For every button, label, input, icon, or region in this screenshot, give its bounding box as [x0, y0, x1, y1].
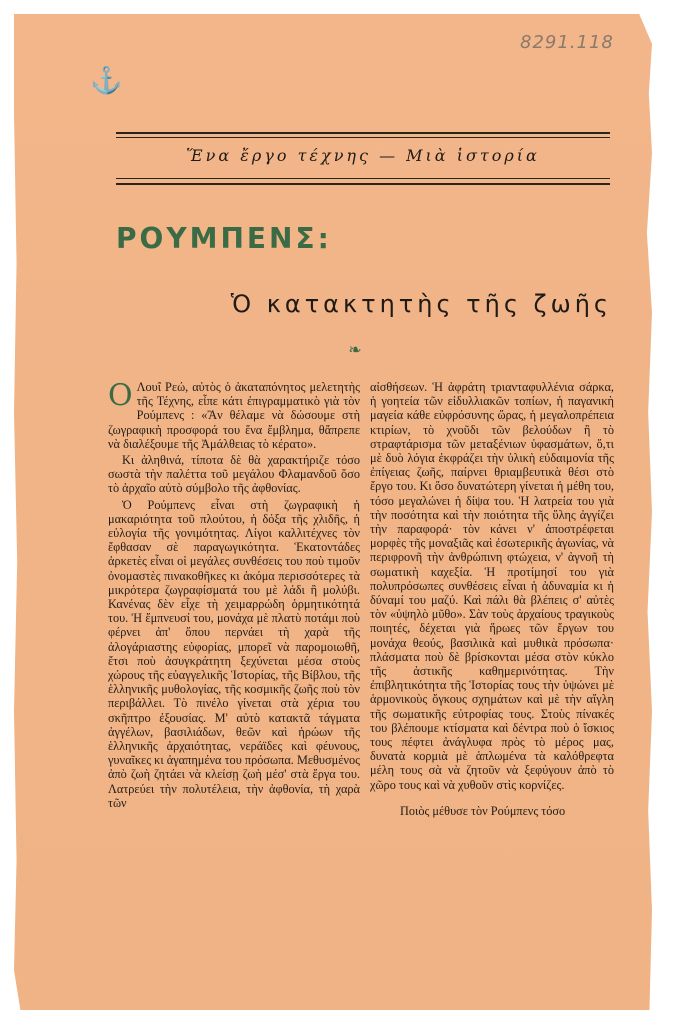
paragraph-text: Λουΐ Ρεώ, αὐτὸς ὁ ἀκαταπόνητος μελετητὴς τῆς Τέχνης, εἶπε κάτι ἐπιγραμματικὸ γιὰ τὸν Ρούμπενς : «Ἂν θέλαμε νὰ δώσουμε στὴ ζωγραφικὴ προσφορά του ἕνα ἔμβλημα, θἄπρεπε νὰ διαλέξουμε τῆς Ἀμάλθειας τὸ κέρατο». [108, 380, 360, 451]
paragraph: Κι ἀληθινά, τίποτα δὲ θὰ χαρακτήριζε τόσο σωστὰ τὴν παλέττα τοῦ μεγάλου Φλαμανδοῦ ὅσο τὸ ἀρχαῖο αὐτὸ σύμβολο τῆς ἀφθονίας. [108, 453, 360, 496]
archive-number: 8291.118 [520, 32, 614, 53]
paragraph [108, 380, 360, 451]
article-column-left [108, 380, 360, 812]
article-column-right [370, 380, 614, 820]
article-subtitle: Ὁ κατακτητὴς τῆς ζωῆς [230, 290, 612, 318]
header-rule-bottom [116, 183, 610, 185]
paragraph: Ὁ Ρούμπενς εἶναι στὴ ζωγραφικὴ ἡ μακαριότητα τοῦ πλούτου, ἡ δόξα τῆς χλιδῆς, ἡ εὐλογία τῆς γονιμότητας. Λίγοι καλλιτέχνες τὸν ἔφθασαν σὲ παραγωγικότητα. Ἑκατοντάδες ἀρκετὲς εἶναι οἱ μεγάλες συνθέσεις του ποὺ τιμοῦν ὀνομαστὲς πινακοθῆκες κι ἀκόμα περισσότερες τὰ μικρότερα ζωγραφίσματά του μὲ λάδι ἢ μολύβι. Κανένας δὲν εἶχε τὴ χειμαρρώδη ὁρμητικότητά του. Ἡ ἔμπνευσί του, μονάχα μὲ πλατὺ ποτάμι ποὺ φέρνει ἀπ' ὅπου περνάει τὴ χαρὰ τῆς ἀλογάριαστης εὐφορίας, μπορεῖ νὰ παρομοιωθῆ, ἔτσι ποὺ ἀσυγκράτητη ξεχύνεται μέσα στοὺς χώρους τῆς εὐαγγελικῆς Ἱστορίας, τῆς Βίβλου, τῆς ἑλληνικῆς μυθολογίας, τῆς κοσμικῆς ζωῆς ποὺ τὸν περιβάλλει. Τὸ πινέλο γίνεται στὰ χέρια του σκῆπτρο ἐξουσίας. Μ' αὐτὸ κατακτᾶ τάγματα ἀγγέλων, βασιλιάδων, θεῶν καὶ ἡρώων τῆς ἑλληνικῆς ἀρχαιότητας, νεράϊδες καὶ φέυνους, γυναῖκες κι ἀγαπημένα του πρόσωπα. Μεθυσμένος ἀπὸ ζωὴ ζητάει νὰ κλείσῃ ζωὴ μέσ' στὰ ἔργα του. Λατρεύει τὴν πολυτέλεια, τὴν ἀφθονία, τὴ χαρὰ τῶν [108, 497, 360, 810]
header-rule-top-thin [116, 137, 610, 138]
continuation-line: Ποιὸς μέθυσε τὸν Ρούμπενς τόσο [400, 803, 566, 818]
article-title: ΡΟΥΜΠΕΝΣ: [116, 222, 332, 255]
ornament-icon: ❧ [348, 340, 362, 359]
header-rule-top [116, 132, 610, 134]
header-rule-bottom-thin [116, 178, 610, 179]
series-heading: Ἕνα ἔργο τέχνης — Μιὰ ἱστορία [186, 146, 540, 165]
drop-cap: Ο [108, 378, 133, 413]
paragraph: αἰσθήσεων. Ἡ ἀφράτη τριανταφυλλένια σάρκα, ἡ γοητεία τῶν εἰδυλλιακῶν τοπίων, ἡ παγανικὴ μαγεία κάθε εὐφρόσυνης ὥρας, ἡ μεγαλοπρέπεια κτιρίων, τὸ χνοῦδι τῶν βελούδων ἢ τὸ στραφτάρισμα τῶν μεταξένιων ὑφασμάτων, ὅ,τι μὲ δυὸ λόγια ἐκφράζει τὴν ὑλικὴ εὐδαιμονία τῆς ἐπίγειας ζωῆς, παίρνει θριαμβευτικὰ θέσι στὸ ἔργο του. Κι ὅσο δυνατώτερη γίνεται ἡ μέθη του, τόσο μεγαλώνει ἡ δίψα του. Ἡ λατρεία του γιὰ τὴν ποσότητα καὶ τὴν ποιότητα τῆς ὕλης ἀγγίζει τὴν παραφορά· τὸν κάνει ν' ἀποστρέφεται μορφὲς τῆς μοναξιᾶς καὶ ἐσωτερικῆς ἀγωνίας, νὰ περιφρονῆ τὴν ἀνθρώπινη φτώχεια, ν' ἀγνοῆ τὴ σωματικὴ καχεξία. Ἡ προτίμησί του γιὰ πολυπρόσωπες συνθέσεις εἶναι ἡ ἀδυναμία κι ἡ δύναμί του μαζύ. Καὶ πάλι θὰ βλέπεις σ' αὐτὲς τὸν «ὑψηλὸ μῦθο». Σὰν τοὺς ἀρχαίους τραγικοὺς ποιητές, δέχεται γιὰ ἥρωες τῶν ἔργων του μονάχα θεούς, βασιλικὰ καὶ μυθικὰ πρόσωπα· πλάσματα ποὺ δὲ βρίσκονται μέσα στὸν κύκλο τῆς ἀστικῆς καθημερινότητας. Τὴν ἐπιβλητικότητα τῆς Ἱστορίας τους τὴν ὑψώνει μὲ ἁρμονικοὺς ὄγκους σχημάτων καὶ μὲ τὴν αἴγλη τῆς σωματικῆς εὐτροφίας τους. Στοὺς πίνακές του βλέπουμε κτίσματα καὶ δέντρα ποὺ ὁ ἴσκιος τους πέφτει ἀνάγλυφα πρὸς τὸ μέρος μας, δυνατὰ κορμιὰ μὲ ἁπλωμένα τὰ καλόθρεφτα μέλη τους σὰ νὰ ζητοῦν νὰ ξεφύγουν ἀπὸ τὸ χῶρο τους καὶ νὰ χυθοῦν στὶς κορνίζες. [370, 380, 614, 792]
embossed-stamp-icon: ⚓ [90, 66, 123, 96]
